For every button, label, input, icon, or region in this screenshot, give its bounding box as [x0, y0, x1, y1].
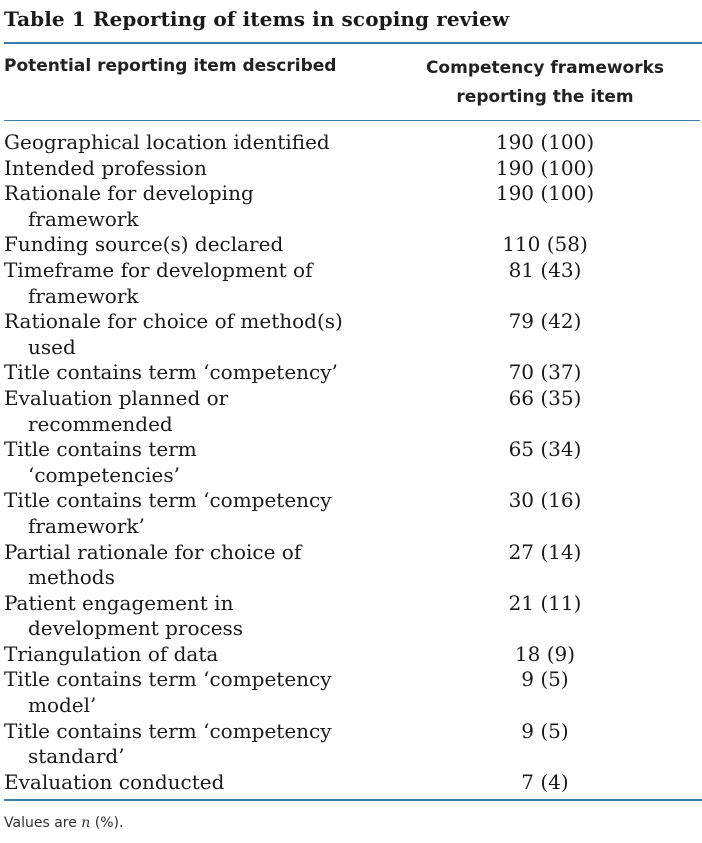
reporting-item-line1: Rationale for developing [4, 181, 254, 206]
reporting-item-cell [4, 770, 390, 796]
reporting-item-text [4, 309, 390, 360]
framework-count-cell: 9 (5) [521, 667, 569, 692]
reporting-item-cell [4, 156, 390, 182]
reporting-item-cell [4, 437, 390, 488]
table-row [4, 121, 700, 156]
footnote-n: n [81, 815, 91, 832]
table-row [4, 232, 700, 258]
reporting-item-cell [4, 488, 390, 539]
reporting-item-cell [4, 386, 390, 437]
table-row [4, 488, 700, 539]
table-row [4, 667, 700, 718]
reporting-item-line2: model’ [28, 693, 97, 718]
reporting-item-line1: Title contains term ‘competency [4, 488, 332, 513]
reporting-item-cell [4, 309, 390, 360]
reporting-item-line1: Patient engagement in [4, 590, 234, 615]
framework-count-cell: 27 (14) [508, 539, 582, 564]
reporting-item-line1: Evaluation conducted [4, 769, 225, 794]
reporting-item-line1: Title contains term ‘competency’ [4, 360, 338, 385]
reporting-item-text [4, 540, 390, 591]
reporting-item-cell [4, 121, 390, 156]
table-row [4, 437, 700, 488]
table-row [4, 770, 700, 796]
reporting-item-cell [4, 642, 390, 668]
reporting-item-cell [4, 667, 390, 718]
reporting-item-line1: Rationale for choice of method(s) [4, 309, 343, 334]
table-row [4, 258, 700, 309]
reporting-item-cell [4, 719, 390, 770]
footnote-prefix: Values are [4, 815, 82, 832]
reporting-item-text [4, 386, 390, 437]
table-row [4, 156, 700, 182]
reporting-item-line1: Evaluation planned or [4, 385, 229, 410]
framework-count-cell: 18 (9) [514, 641, 576, 666]
table-row [4, 181, 700, 232]
reporting-item-cell [4, 540, 390, 591]
framework-count-cell: 7 (4) [521, 769, 569, 794]
reporting-item-line2: framework [28, 283, 139, 308]
reporting-item-cell [4, 591, 390, 642]
reporting-item-line2: framework [28, 206, 139, 231]
reporting-items-table [4, 44, 700, 795]
reporting-item-cell [4, 258, 390, 309]
reporting-item-text [4, 667, 390, 718]
framework-count-cell: 66 (35) [508, 385, 582, 410]
table-header [4, 44, 700, 121]
framework-count-cell: 21 (11) [508, 590, 582, 615]
reporting-item-text [4, 591, 390, 642]
header-reporting-item: Potential reporting item described [4, 56, 337, 76]
reporting-item-text [4, 770, 390, 796]
framework-count-cell: 190 (100) [495, 181, 595, 206]
table-footnote [4, 801, 702, 831]
reporting-item-cell [4, 232, 390, 258]
table-row [4, 591, 700, 642]
reporting-item-line2: framework’ [28, 513, 145, 538]
reporting-item-line1: Triangulation of data [4, 641, 219, 666]
reporting-item-text [4, 360, 390, 386]
reporting-item-text [4, 488, 390, 539]
framework-count-cell: 9 (5) [521, 718, 569, 743]
reporting-item-cell [4, 360, 390, 386]
reporting-item-cell [4, 181, 390, 232]
framework-count-cell: 190 (100) [495, 155, 595, 180]
reporting-item-line1: Title contains term ‘competency [4, 718, 332, 743]
framework-count-cell: 190 (100) [495, 130, 595, 154]
framework-count-cell: 79 (42) [508, 309, 582, 334]
reporting-item-text [4, 181, 390, 232]
reporting-item-line2: recommended [28, 411, 173, 436]
reporting-item-line1: Intended profession [4, 155, 207, 180]
reporting-item-line1: Title contains term [4, 437, 197, 462]
header-col2-line2: reporting the item [456, 87, 634, 107]
reporting-item-text [4, 130, 390, 156]
framework-count-cell: 65 (34) [508, 437, 582, 462]
reporting-item-line2: methods [28, 565, 115, 590]
reporting-item-line2: standard’ [28, 744, 125, 769]
header-col2-line1: Competency frameworks [425, 58, 665, 78]
table-row [4, 309, 700, 360]
table-row [4, 719, 700, 770]
reporting-item-text [4, 232, 390, 258]
reporting-item-line2: used [28, 334, 76, 359]
reporting-item-text [4, 719, 390, 770]
reporting-item-line2: ‘competencies’ [28, 462, 181, 487]
footnote-suffix: (%). [90, 815, 124, 832]
table-row [4, 386, 700, 437]
reporting-item-line1: Funding source(s) declared [4, 232, 284, 257]
framework-count-cell: 30 (16) [508, 488, 582, 513]
reporting-item-line1: Title contains term ‘competency [4, 667, 332, 692]
table-body [4, 121, 700, 795]
reporting-item-line2: development process [28, 616, 244, 641]
framework-count-cell: 81 (43) [508, 257, 582, 282]
table-row [4, 360, 700, 386]
reporting-item-text [4, 437, 390, 488]
table-title: Table 1 Reporting of items in scoping review [4, 7, 510, 31]
reporting-item-text [4, 156, 390, 182]
framework-count-cell: 70 (37) [508, 360, 582, 385]
header-row [4, 44, 700, 121]
header-competency-frameworks [390, 44, 700, 121]
reporting-item-text [4, 642, 390, 668]
table-row [4, 642, 700, 668]
reporting-item-text [4, 258, 390, 309]
table-row [4, 540, 700, 591]
reporting-item-line1: Partial rationale for choice of [4, 539, 302, 564]
reporting-item-line1: Geographical location identified [4, 130, 330, 154]
reporting-item-line1: Timeframe for development of [4, 257, 313, 282]
framework-count-cell: 110 (58) [502, 232, 588, 257]
